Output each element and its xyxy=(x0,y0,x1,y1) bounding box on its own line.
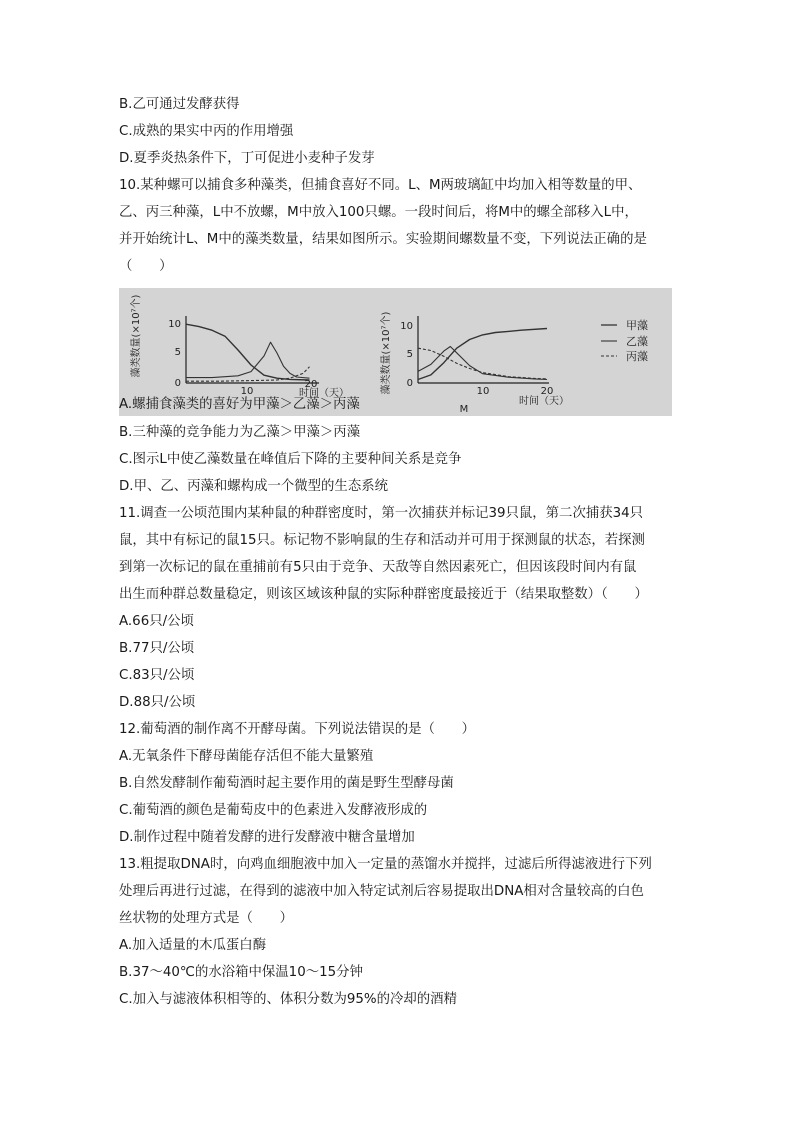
right-series-yi xyxy=(418,347,547,380)
question-13-line-2: 处理后再进行过滤，在得到的滤液中加入特定试剂后容易提取出DNA相对含量较高的白色 xyxy=(119,884,644,899)
option-13c: C.加入与滤液体积相等的、体积分数为95%的冷却的酒精 xyxy=(119,992,457,1007)
right-ytick-10: 10 xyxy=(400,321,413,332)
option-9b: B.乙可通过发酵获得 xyxy=(119,97,240,112)
question-12-line-1: 12.葡萄酒的制作离不开酵母菌。下列说法错误的是（ ） xyxy=(119,722,476,737)
question-11-line-4: 出生而种群总数量稳定，则该区域该种鼠的实际种群密度最接近于（结果取整数）（ ） xyxy=(119,587,648,602)
left-panel xyxy=(129,294,349,399)
right-xtick-20: 20 xyxy=(540,386,554,397)
option-9c: C.成熟的果实中丙的作用增强 xyxy=(119,124,294,139)
left-ytick-10: 10 xyxy=(168,319,181,330)
option-11c: C.83只/公顷 xyxy=(119,668,195,683)
option-12a: A.无氧条件下酵母菌能存活但不能大量繁殖 xyxy=(119,749,374,764)
legend-label-jia: 甲藻 xyxy=(626,319,648,332)
left-series-group xyxy=(186,324,310,381)
question-10-line-3: 并开始统计L、M中的藻类数量，结果如图所示。实验期间螺数量不变，下列说法正确的是 xyxy=(119,232,647,247)
right-series-bing xyxy=(418,348,547,379)
legend xyxy=(601,318,648,363)
legend-label-bing: 丙藻 xyxy=(626,350,648,363)
left-x-label: 时间（天） xyxy=(299,388,349,399)
option-12b: B.自然发酵制作葡萄酒时起主要作用的菌是野生型酵母菌 xyxy=(119,776,454,791)
question-10-line-2: 乙、丙三种藻，L中不放螺，M中放入100只螺。一段时间后，将M中的螺全部移入L中， xyxy=(119,205,638,220)
right-x-label: 时间（天） xyxy=(519,396,569,407)
right-ytick-5: 5 xyxy=(406,349,413,360)
left-ytick-0: 0 xyxy=(174,378,181,389)
option-11b: B.77只/公顷 xyxy=(119,641,195,656)
right-panel-label: M xyxy=(459,404,469,415)
question-10-blank: （ ） xyxy=(119,259,173,274)
algae-figure xyxy=(119,288,672,416)
left-ytick-5: 5 xyxy=(174,347,181,358)
right-series-group xyxy=(418,329,547,380)
right-y-label: 藻类数量(×10⁷个) xyxy=(381,311,392,395)
left-series-jia xyxy=(186,324,310,380)
question-11-line-1: 11.调查一公顷范围内某种鼠的种群密度时，第一次捕获并标记39只鼠，第二次捕获34只 xyxy=(119,506,644,521)
question-11-line-3: 到第一次标记的鼠在重捕前有5只由于竞争、天敌等自然因素死亡，但因该段时间内有鼠 xyxy=(119,560,637,575)
option-10a: A.螺捕食藻类的喜好为甲藻＞乙藻＞丙藻 xyxy=(119,397,360,412)
right-xtick-10: 10 xyxy=(476,386,490,397)
option-10d: D.甲、乙、丙藻和螺构成一个微型的生态系统 xyxy=(119,479,388,494)
left-y-label: 藻类数量(×10⁷个) xyxy=(131,294,142,378)
option-13a: A.加入适量的木瓜蛋白酶 xyxy=(119,938,267,953)
option-13b: B.37～40℃的水浴箱中保温10～15分钟 xyxy=(119,965,363,980)
option-9d: D.夏季炎热条件下，丁可促进小麦种子发芽 xyxy=(119,151,375,166)
question-11-line-2: 鼠，其中有标记的鼠15只。标记物不影响鼠的生存和活动并可用于探测鼠的状态，若探测 xyxy=(119,533,645,548)
option-10b: B.三种藻的竞争能力为乙藻＞甲藻＞丙藻 xyxy=(119,425,361,440)
option-10c: C.图示L中使乙藻数量在峰值后下降的主要种间关系是竞争 xyxy=(119,452,462,467)
question-10-line-1: 10.某种螺可以捕食多种藻类，但捕食喜好不同。L、M两玻璃缸中均加入相等数量的甲、 xyxy=(119,178,642,193)
legend-label-yi: 乙藻 xyxy=(626,335,648,348)
option-11d: D.88只/公顷 xyxy=(119,695,196,710)
question-13-line-1: 13.粗提取DNA时，向鸡血细胞液中加入一定量的蒸馏水并搅拌，过滤后所得滤液进行下列 xyxy=(119,857,652,872)
right-panel xyxy=(379,311,569,415)
option-12c: C.葡萄酒的颜色是葡萄皮中的色素进入发酵液形成的 xyxy=(119,803,428,818)
left-xtick-10: 10 xyxy=(240,386,254,397)
question-13-line-3: 丝状物的处理方式是（ ） xyxy=(119,911,294,926)
option-12d: D.制作过程中随着发酵的进行发酵液中糖含量增加 xyxy=(119,830,415,845)
right-ytick-0: 0 xyxy=(406,378,413,389)
left-xtick-20: 20 xyxy=(304,379,318,390)
option-11a: A.66只/公顷 xyxy=(119,614,194,629)
